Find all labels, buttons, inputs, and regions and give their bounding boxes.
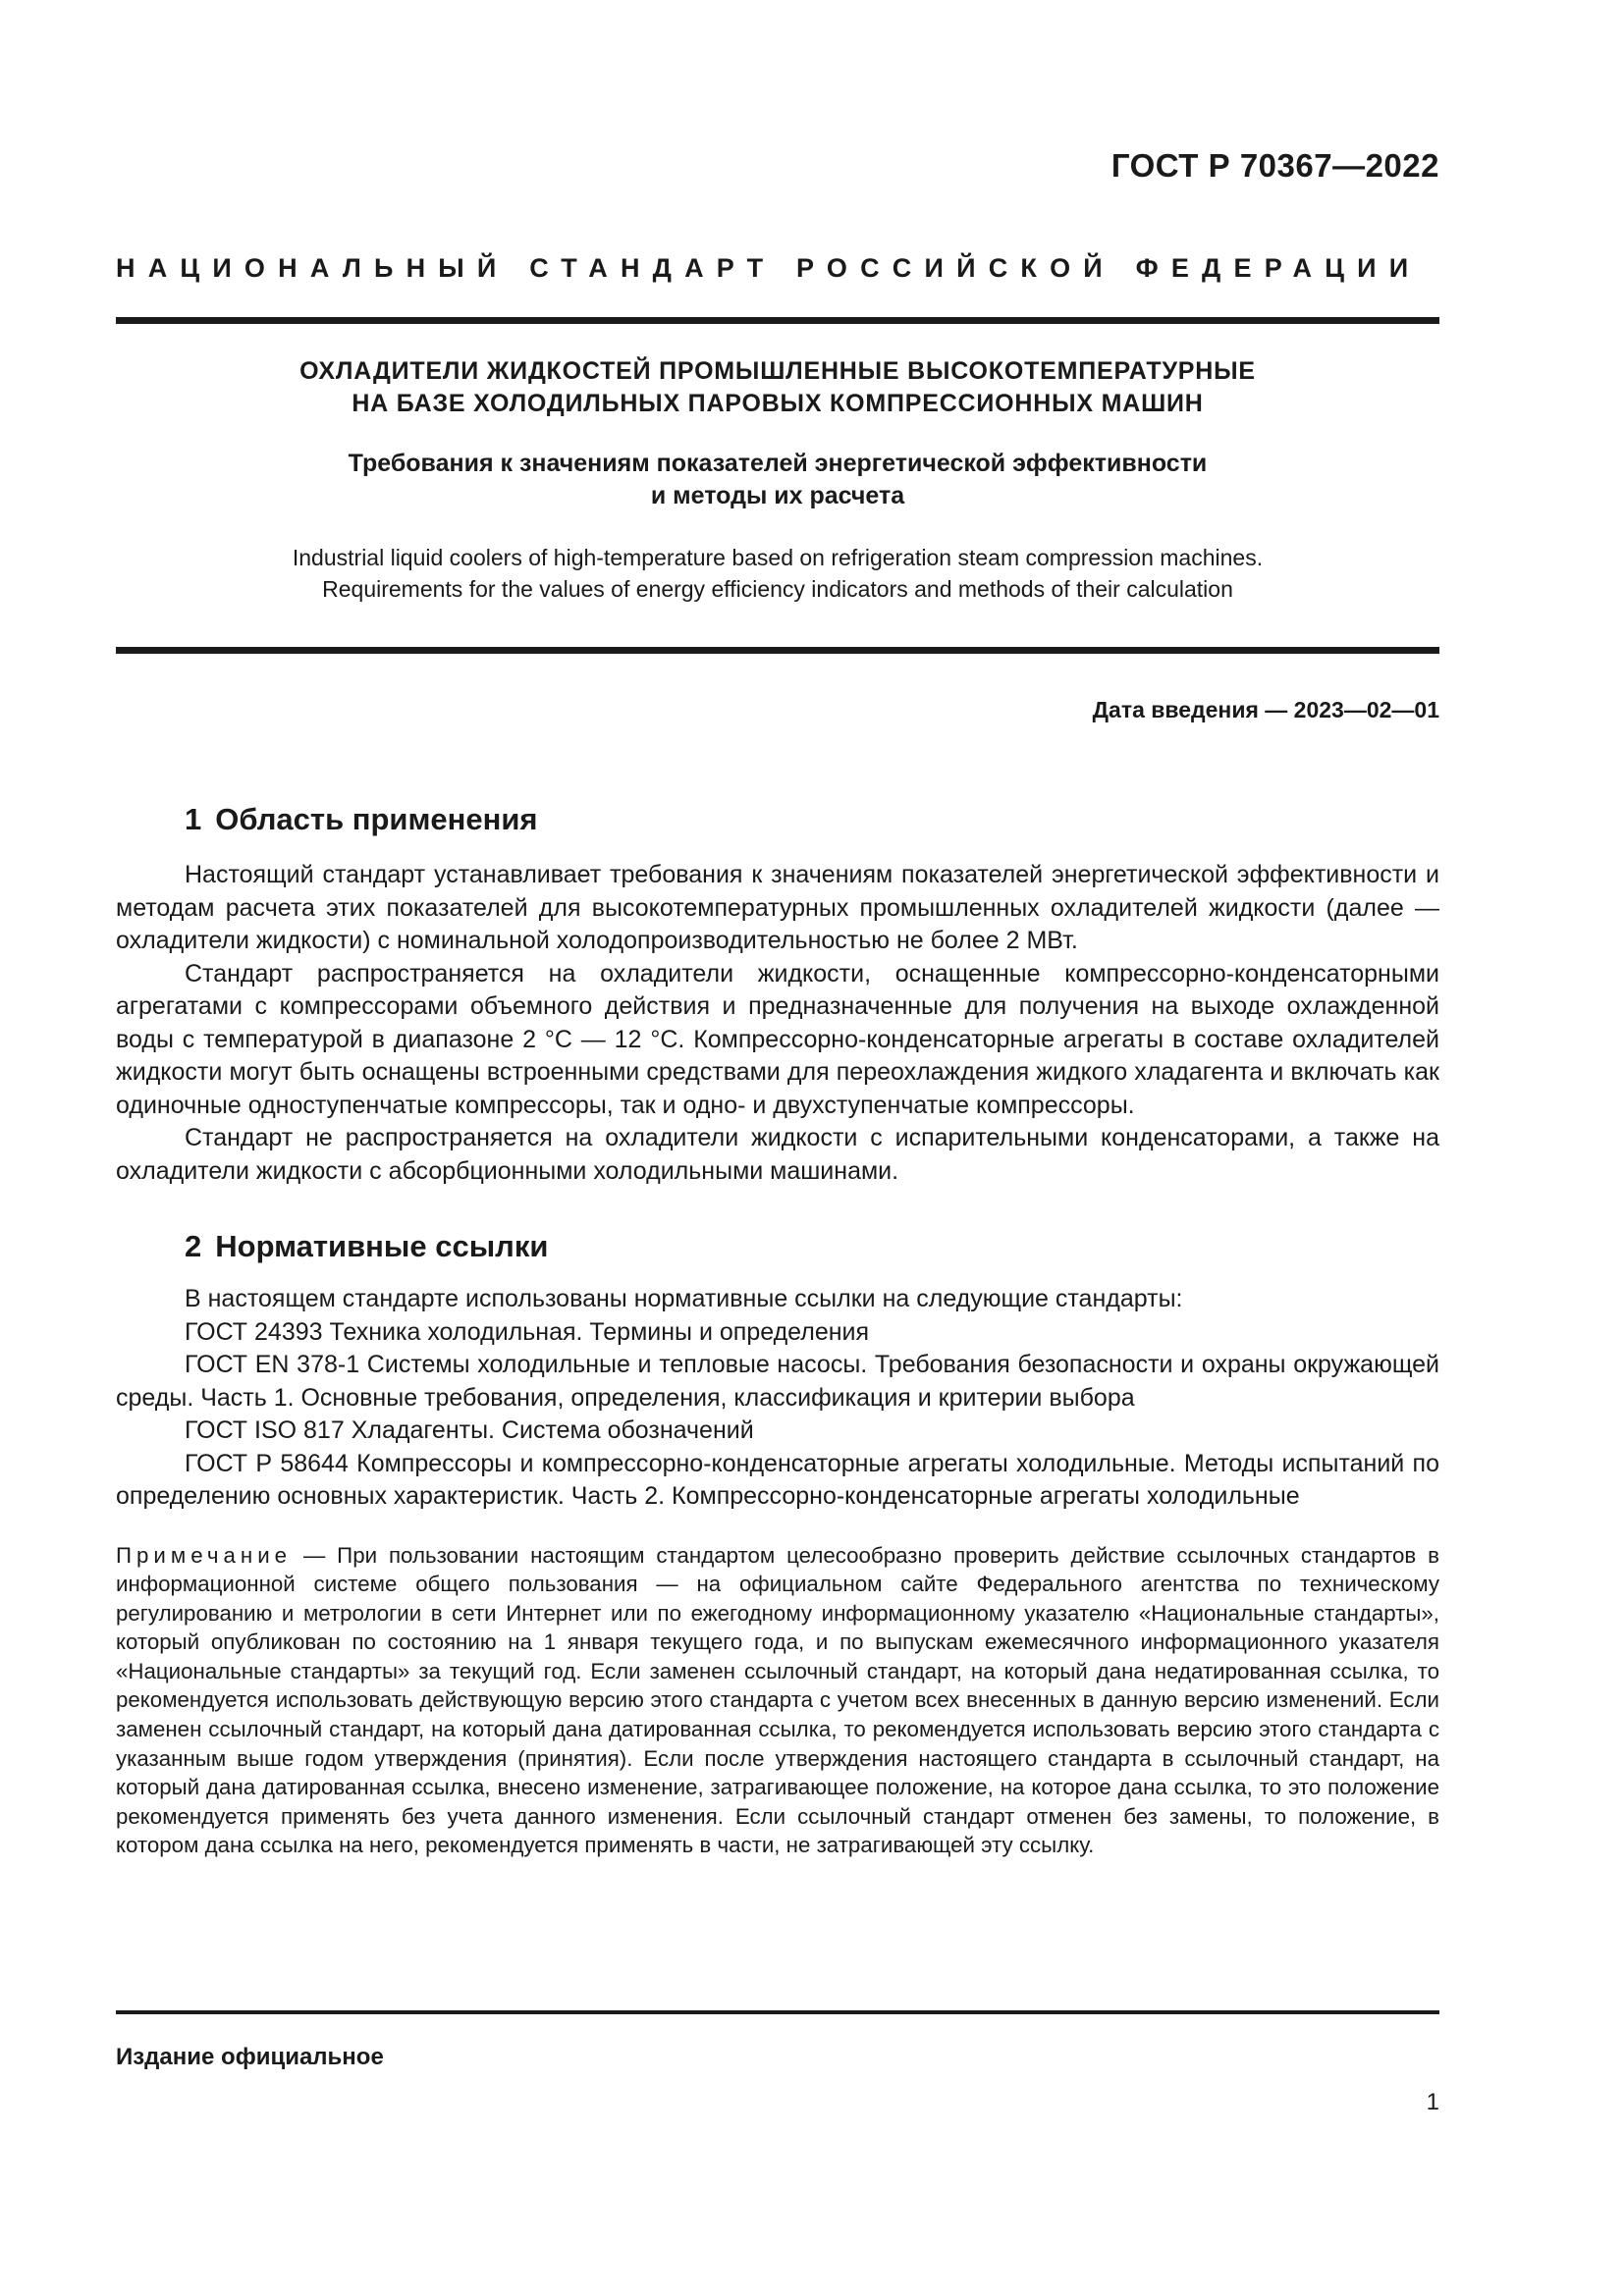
section-1-heading (185, 800, 1439, 839)
english-title-line-2: Requirements for the values of energy efficiency indicators and methods of their calculation (322, 576, 1233, 602)
document-content (116, 800, 1439, 1860)
section-2-lead: В настоящем стандарте использованы нормативные ссылки на следующие стандарты: (185, 1285, 1183, 1312)
english-title-line-1: Industrial liquid coolers of high-temperature based on refrigeration steam compression machines. (292, 545, 1264, 570)
section-1-paragraph: Настоящий стандарт устанавливает требования к значениям показателей энергетической эффективности и методам расчета этих показателей для высокотемпературных промышленных охладителей жидкости (далее — охладители жидкости) с номинальной холодопроизводительностью не более 2 МВт. (116, 861, 1439, 954)
main-title-line-1: ОХЛАДИТЕЛИ ЖИДКОСТЕЙ ПРОМЫШЛЕННЫЕ ВЫСОКОТЕМПЕРАТУРНЫЕ (299, 357, 1256, 385)
subtitle (116, 448, 1439, 512)
subtitle-line-1: Требования к значениям показателей энергетической эффективности (348, 450, 1208, 477)
section-1-paragraph: Стандарт распространяется на охладители жидкости, оснащенные компрессорно-конденсаторными агрегатами с компрессорами объемного действия и предназначенные для получения на выходе охлажденной воды с температурой в диапазоне 2 °C — 12 °C. Компрессорно-конденсаторные агрегаты в составе охладителей жидкости могут быть оснащены встроенными средствами для переохлаждения жидкого хладагента и включать как одиночные одноступенчатые компрессоры, так и одно- и двухступенчатые компрессоры. (116, 959, 1439, 1119)
reference-item: ГОСТ Р 58644 Компрессоры и компрессорно-конденсаторные агрегаты холодильные. Методы испытаний по определению основных характеристик. Часть 2. Компрессорно-конденсаторные агрегаты холодильные (116, 1449, 1439, 1510)
title-divider (116, 647, 1439, 654)
reference-item: ГОСТ 24393 Техника холодильная. Термины и определения (185, 1317, 870, 1346)
reference-item: ГОСТ ISO 817 Хладагенты. Система обозначений (185, 1416, 754, 1444)
document-number: ГОСТ Р 70367—2022 (1110, 147, 1439, 184)
section-2-number: 2 (185, 1229, 202, 1263)
section-1-paragraph: Стандарт не распространяется на охладители жидкости с испарительными конденсаторами, а также на охладители жидкости с абсорбционными холодильными машинами. (116, 1124, 1439, 1185)
top-divider (116, 317, 1439, 324)
english-title (116, 542, 1439, 605)
subtitle-line-2: и методы их расчета (650, 482, 905, 509)
standard-type-heading: НАЦИОНАЛЬНЫЙ СТАНДАРТ РОССИЙСКОЙ ФЕДЕРАЦИИ (116, 253, 1422, 283)
page-number: 1 (1426, 2089, 1439, 2115)
section-1-title: Область применения (215, 802, 538, 836)
introduction-date: Дата введения — 2023—02—01 (1092, 697, 1439, 722)
footer-divider (116, 2010, 1439, 2014)
main-title (116, 355, 1439, 420)
edition-label: Издание официальное (116, 2044, 384, 2070)
section-2-title: Нормативные ссылки (215, 1229, 549, 1263)
section-1-number: 1 (185, 802, 202, 836)
document-page (116, 0, 1439, 2296)
title-block (116, 355, 1439, 605)
note-paragraph (116, 1541, 1439, 1861)
main-title-line-2: НА БАЗЕ ХОЛОДИЛЬНЫХ ПАРОВЫХ КОМПРЕССИОННЫХ МАШИН (352, 390, 1204, 417)
note-label: Примечание (116, 1542, 293, 1568)
section-2-heading (185, 1227, 1439, 1266)
reference-item: ГОСТ EN 378-1 Системы холодильные и тепловые насосы. Требования безопасности и охраны окружающей среды. Часть 1. Основные требования, определения, классификация и критерии выбора (116, 1351, 1439, 1412)
note-text: — При пользовании настоящим стандартом целесообразно проверить действие ссылочных стандартов в информационной системе общего пользования — на официальном сайте Федерального агентства по техническому регулированию и метрологии в сети Интернет или по ежегодному информационному указателю «Национальные стандарты», который опубликован по состоянию на 1 января текущего года, и по выпускам ежемесячного информационного указателя «Национальные стандарты» за текущий год. Если заменен ссылочный стандарт, на который дана недатированная ссылка, то рекомендуется использовать действующую версию этого стандарта с учетом всех внесенных в данную версию изменений. Если заменен ссылочный стандарт, на который дана датированная ссылка, то рекомендуется использовать версию этого стандарта с указанным выше годом утверждения (принятия). Если после утверждения настоящего стандарта в ссылочный стандарт, на который дана датированная ссылка, внесено изменение, затрагивающее положение, на которое дана ссылка, то это положение рекомендуется применять без учета данного изменения. Если ссылочный стандарт отменен без замены, то положение, в котором дана ссылка на него, рекомендуется применять в части, не затрагивающей эту ссылку. (116, 1542, 1439, 1858)
